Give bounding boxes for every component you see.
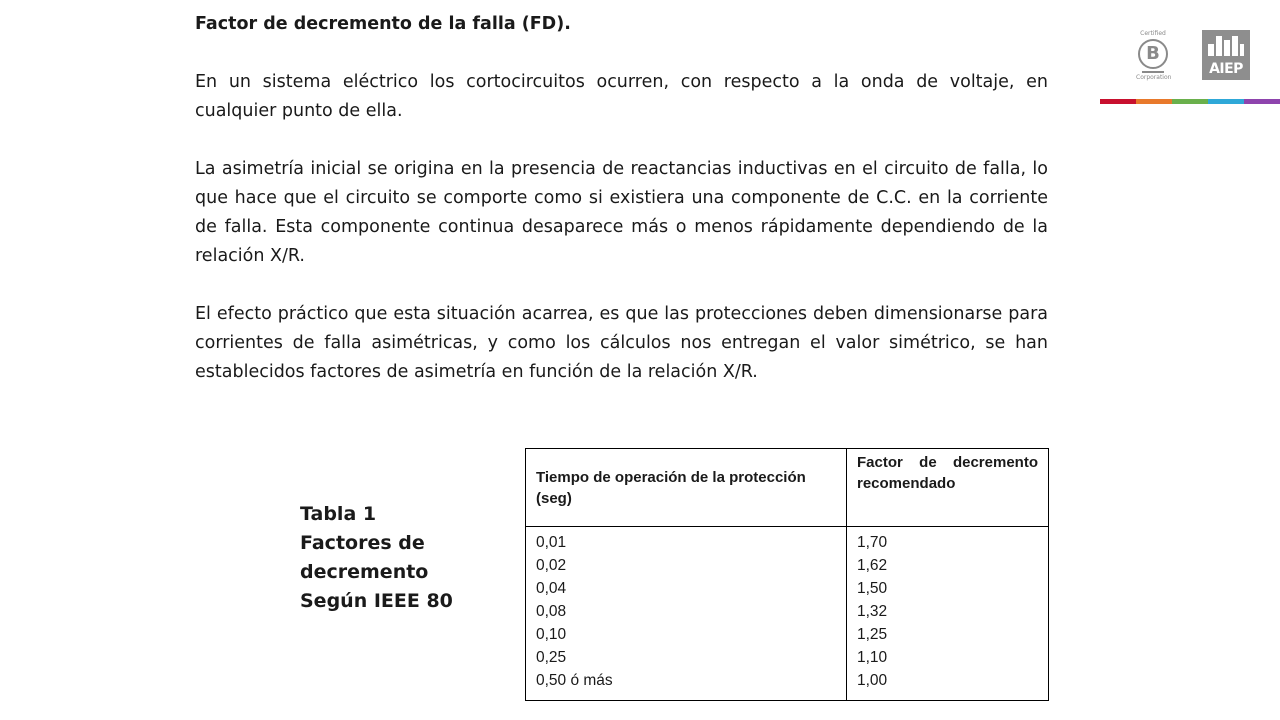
paragraph-3: El efecto práctico que esta situación acarrea, es que las protecciones deben dimensionarse para corrientes de falla asimétricas, y como los cálculos nos entregan el valor simétrico, se han establecidos factores de asimetría en función de la relación X/R. [195, 304, 1048, 382]
main-text [195, 10, 1048, 416]
b-corp-logo [1136, 30, 1170, 82]
table-caption [300, 500, 453, 616]
factor-value: 1,50 [857, 580, 888, 597]
stripe-segment [1100, 99, 1136, 104]
factor-value: 1,10 [857, 649, 888, 666]
factor-value: 1,25 [857, 626, 888, 643]
aiep-logo [1202, 30, 1250, 80]
caption-line: Según IEEE 80 [300, 590, 453, 612]
factor-value: 1,32 [857, 603, 888, 620]
decrement-factor-table [525, 448, 1049, 701]
caption-line: decremento [300, 561, 429, 583]
paragraph-1: En un sistema eléctrico los cortocircuitos ocurren, con respecto a la onda de voltaje, en cualquier punto de ella. [195, 72, 1048, 121]
stripe-segment [1172, 99, 1208, 104]
time-value: 0,10 [536, 626, 567, 643]
time-value: 0,25 [536, 649, 567, 666]
factor-value: 1,70 [857, 534, 888, 551]
time-value: 0,01 [536, 534, 567, 551]
column-header-time: Tiempo de operación de la protección (seg) [526, 449, 847, 527]
paragraph-2: La asimetría inicial se origina en la presencia de reactancias inductivas en el circuito de falla, lo que hace que el circuito se comporte como si existiera una componente de C.C. en la corriente de falla. Esta componente continua desaparece más o menos rápidamente dependiendo de la relación X/R. [195, 159, 1048, 266]
b-corp-certified-text: Certified [1140, 30, 1166, 37]
aiep-building-icon [1208, 36, 1244, 56]
page-title: Factor de decremento de la falla (FD). [195, 14, 571, 34]
stripe-segment [1244, 99, 1280, 104]
time-value: 0,08 [536, 603, 567, 620]
time-cell [526, 527, 847, 701]
time-value: 0,02 [536, 557, 567, 574]
logo-area [1128, 28, 1252, 84]
b-corp-circle: B [1138, 39, 1168, 69]
caption-line: Factores de [300, 532, 425, 554]
brand-color-stripe [1100, 99, 1280, 104]
table-header-row [526, 449, 1049, 527]
factor-value: 1,62 [857, 557, 888, 574]
b-corp-corporation-text: Corporation [1136, 74, 1172, 81]
stripe-segment [1136, 99, 1172, 104]
column-header-factor: Factor de decremento recomendado [847, 449, 1049, 527]
factor-value: 1,00 [857, 672, 888, 689]
aiep-wordmark: AIEP [1209, 61, 1243, 77]
factor-cell [847, 527, 1049, 701]
time-value: 0,50 ó más [536, 672, 613, 689]
time-value: 0,04 [536, 580, 567, 597]
table-row [526, 527, 1049, 701]
stripe-segment [1208, 99, 1244, 104]
caption-line: Tabla 1 [300, 503, 377, 525]
b-corp-line [1142, 71, 1164, 73]
